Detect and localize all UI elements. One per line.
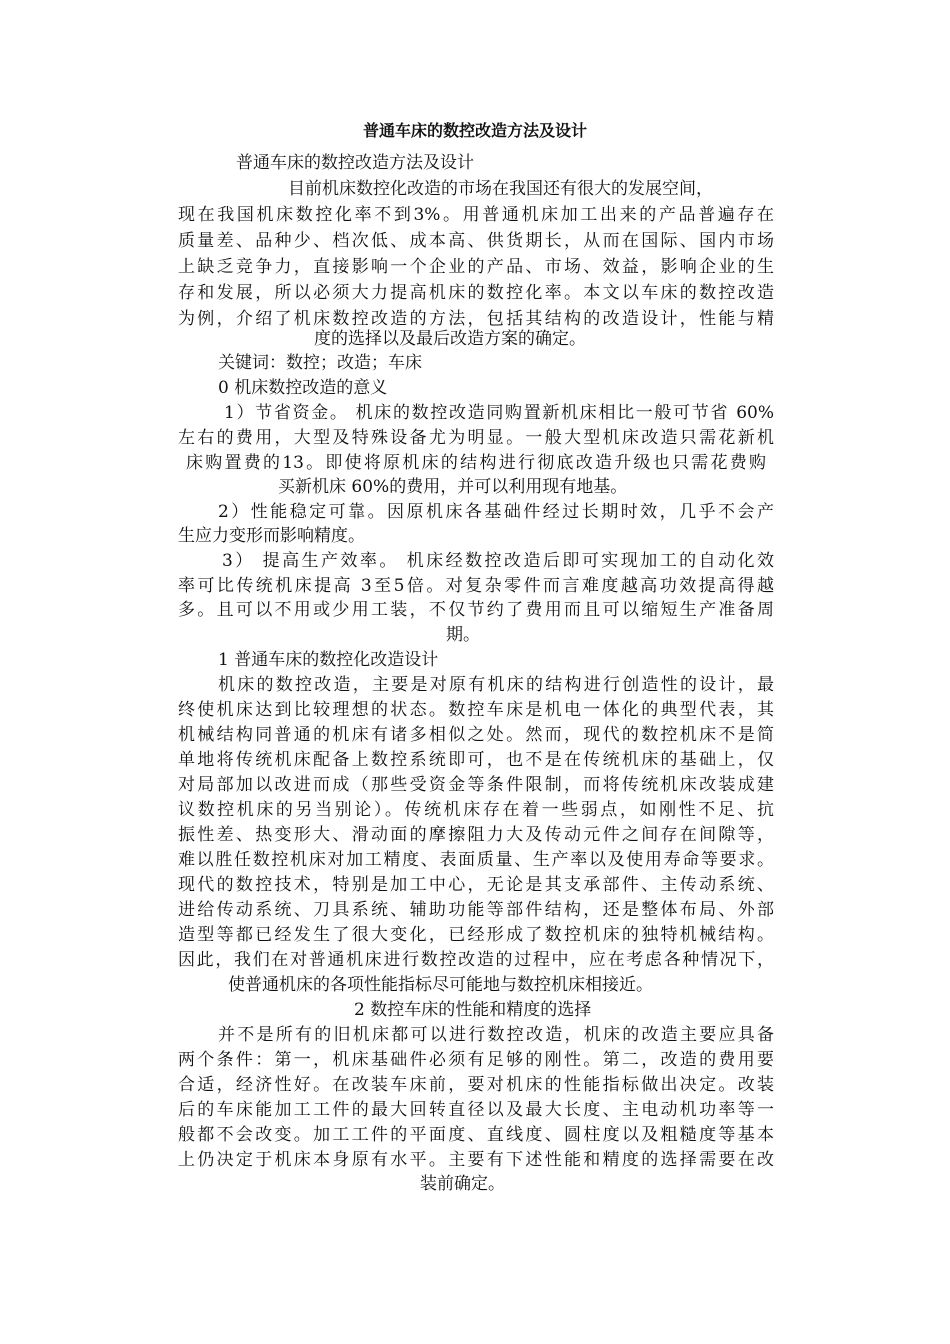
section-heading: 1 普通车床的数控化改造设计 <box>218 650 439 670</box>
abstract-line: 目前机床数控化改造的市场在我国还有很大的发展空间， <box>288 179 713 199</box>
paragraph-line: 机械结构同普通的机床有诸多相似之处。然而，现代的数控机床不是简 <box>178 725 774 745</box>
paragraph-line: 机床的数控改造，主要是对原有机床的结构进行创造性的设计，最 <box>218 675 774 695</box>
paragraph-line: 生应力变形而影响精度。 <box>178 526 365 546</box>
paragraph-line: 两个条件：第一，机床基础件必须有足够的刚性。第二，改造的费用要 <box>178 1050 774 1070</box>
paragraph-line: 振性差、热变形大、滑动面的摩擦阻力大及传动元件之间存在间隙等， <box>178 825 774 845</box>
paragraph-line: 对局部加以改进而成（那些受资金等条件限制，而将传统机床改装成建 <box>178 775 774 795</box>
paragraph-line: 般都不会改变。加工工件的平面度、直线度、圆柱度以及粗糙度等基本 <box>178 1125 774 1145</box>
paragraph-line: 并不是所有的旧机床都可以进行数控改造，机床的改造主要应具备 <box>218 1025 774 1045</box>
paragraph-line: 3） 提高生产效率。 机床经数控改造后即可实现加工的自动化效 <box>222 551 774 571</box>
paragraph-line: 上仍决定于机床本身原有水平。主要有下述性能和精度的选择需要在改 <box>178 1150 774 1170</box>
abstract-line: 现在我国机床数控化率不到3%。用普通机床加工出来的产品普遍存在 <box>178 205 774 225</box>
paragraph-line: 因此，我们在对普通机床进行数控改造的过程中，应在考虑各种情况下， <box>178 950 774 970</box>
abstract-line: 存和发展，所以必须大力提高机床的数控化率。本文以车床的数控改造 <box>178 283 774 303</box>
paragraph-line: 议数控机床的另当别论）。传统机床存在着一些弱点，如刚性不足、抗 <box>178 800 774 820</box>
abstract-line: 上缺乏竞争力，直接影响一个企业的产品、市场、效益，影响企业的生 <box>178 257 774 277</box>
paragraph-line: 进给传动系统、刀具系统、辅助功能等部件结构，还是整体布局、外部 <box>178 900 774 920</box>
paragraph-line: 使普通机床的各项性能指标尽可能地与数控机床相接近。 <box>228 975 653 995</box>
abstract-line: 质量差、品种少、档次低、成本高、供货期长，从而在国际、国内市场 <box>178 231 774 251</box>
paragraph-line: 现代的数控技术，特别是加工中心，无论是其支承部件、主传动系统、 <box>178 875 774 895</box>
paragraph-line: 后的车床能加工工件的最大回转直径以及最大长度、主电动机功率等一 <box>178 1100 774 1120</box>
paragraph-line: 率可比传统机床提高 3至5倍。对复杂零件而言难度越高功效提高得越 <box>178 576 774 596</box>
paragraph-line: 2）性能稳定可靠。因原机床各基础件经过长期时效，几乎不会产 <box>218 502 774 522</box>
paragraph-line: 多。且可以不用或少用工装，不仅节约了费用而且可以缩短生产准备周 <box>178 600 774 620</box>
document-title: 普通车床的数控改造方法及设计 <box>362 121 587 140</box>
paragraph-line: 期。 <box>446 625 480 645</box>
paragraph-line: 床购置费的13。即使将原机床的结构进行彻底改造升级也只需花费购 <box>186 453 766 473</box>
paragraph-line: 合适，经济性好。在改装车床前，要对机床的性能指标做出决定。改装 <box>178 1075 774 1095</box>
paragraph-line: 1）节省资金。 机床的数控改造同购置新机床相比一般可节省 60% <box>224 403 774 423</box>
section-heading: 2 数控车床的性能和精度的选择 <box>354 1000 592 1020</box>
paragraph-line: 终使机床达到比较理想的状态。数控车床是机电一体化的典型代表，其 <box>178 700 774 720</box>
section-heading: 0 机床数控改造的意义 <box>218 378 388 398</box>
paragraph-line: 难以胜任数控机床对加工精度、表面质量、生产率以及使用寿命等要求。 <box>178 850 774 870</box>
paragraph-line: 单地将传统机床配备上数控系统即可，也不是在传统机床的基础上，仅 <box>178 750 774 770</box>
abstract-line: 为例，介绍了机床数控改造的方法，包括其结构的改造设计，性能与精 <box>178 309 774 329</box>
paragraph-line: 装前确定。 <box>420 1174 505 1194</box>
paragraph-line: 造型等都已经发生了很大变化，已经形成了数控机床的独特机械结构。 <box>178 925 774 945</box>
keywords-line: 关键词：数控；改造；车床 <box>218 353 422 373</box>
paragraph-line: 左右的费用，大型及特殊设备尤为明显。一般大型机床改造只需花新机 <box>178 428 774 448</box>
paragraph-line: 买新机床 60%的费用，并可以利用现有地基。 <box>278 477 628 497</box>
subtitle-line: 普通车床的数控改造方法及设计 <box>236 153 474 173</box>
abstract-line: 度的选择以及最后改造方案的确定。 <box>314 329 586 349</box>
